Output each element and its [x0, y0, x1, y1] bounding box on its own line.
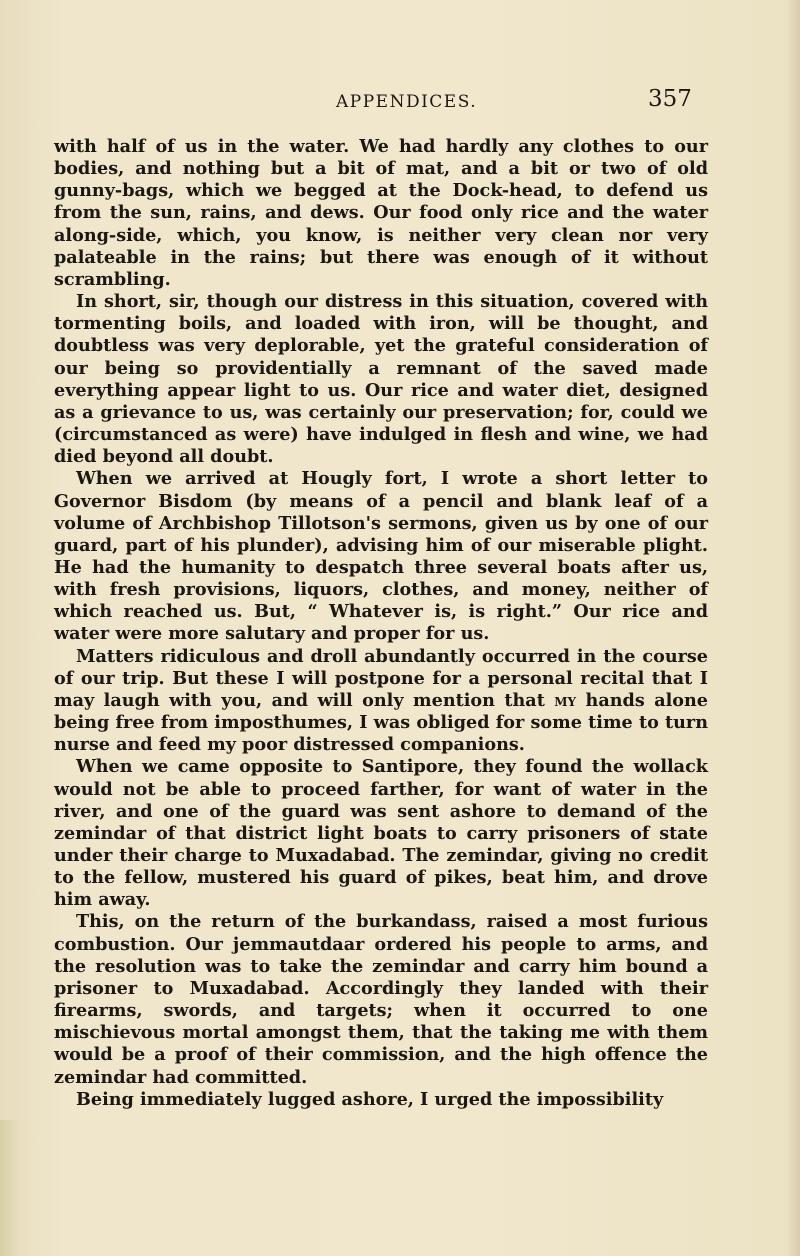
paragraph-5: When we came opposite to Santipore, they found the wollack would not be able to proceed farther, for want of water in the river, and one of the guard was sent ashore to demand of the zemindar of that district light boats to carry prisoners of state under their charge to Muxadabad. The zemindar, giving no credit to the fellow, mustered his guard of pikes, beat him, and drove him away. [54, 756, 708, 911]
page-edge-shadow [786, 0, 800, 1256]
paragraph-6: This, on the return of the burkandass, raised a most furious combustion. Our jemmautdaar ordered his people to arms, and the resolution was to take the zemindar and carry him bound a prisoner to Muxadabad. Accordingly they landed with their firearms, swords, and targets; when it occurred to one mischievous mortal amongst them, that the taking me with them would be a proof of their commission, and the high offence the zemindar had committed. [54, 911, 708, 1088]
paragraph-4 [54, 646, 708, 757]
page-number: 357 [648, 86, 692, 112]
page-header [0, 86, 800, 120]
paragraph-1: with half of us in the water. We had hardly any clothes to our bodies, and nothing but a bit of mat, and a bit or two of old gunny-bags, which we begged at the Dock-head, to defend us from the sun, rains, and dews. Our food only rice and the water along-side, which, you know, is neither very clean nor very palateable in the rains; but there was enough of it without scrambling. [54, 136, 708, 290]
paragraph-4-smallcaps: my [554, 689, 577, 711]
paragraph-4-lead: Matters ridiculous and droll abundantly occurred in the course of our trip. But these I will postpone for a personal recital that I may laugh with you, and will only mention that [54, 645, 708, 711]
paragraph-3: When we arrived at Hougly fort, I wrote a short letter to Governor Bisdom (by means of a pencil and blank leaf of a volume of Archbishop Tillotson's sermons, given us by one of our guard, part of his plunder), advising him of our miserable plight. He had the humanity to despatch three several boats after us, with fresh provisions, liquors, clothes, and money, neither of which reached us. But, “ Whatever is, is right.” Our rice and water were more salutary and proper for us. [54, 468, 708, 645]
paragraph-7: Being immediately lugged ashore, I urged the impossibility [76, 1088, 664, 1110]
paragraph-4-rest: hands alone being free from imposthumes, I was obliged for some time to turn nurse and feed my poor distressed companions. [54, 689, 708, 756]
page-fold-stain [0, 1120, 20, 1256]
running-head: APPENDICES. [336, 92, 478, 112]
body-text [54, 136, 708, 1111]
paragraph-2: In short, sir, though our distress in this situation, covered with tormenting boils, and loaded with iron, will be thought, and doubtless was very deplorable, yet the grateful consideration of our being so providentially a remnant of the saved made everything appear light to us. Our rice and water diet, designed as a grievance to us, was certainly our preservation; for, could we (circumstanced as were) have indulged in flesh and wine, we had died beyond all doubt. [54, 291, 708, 468]
